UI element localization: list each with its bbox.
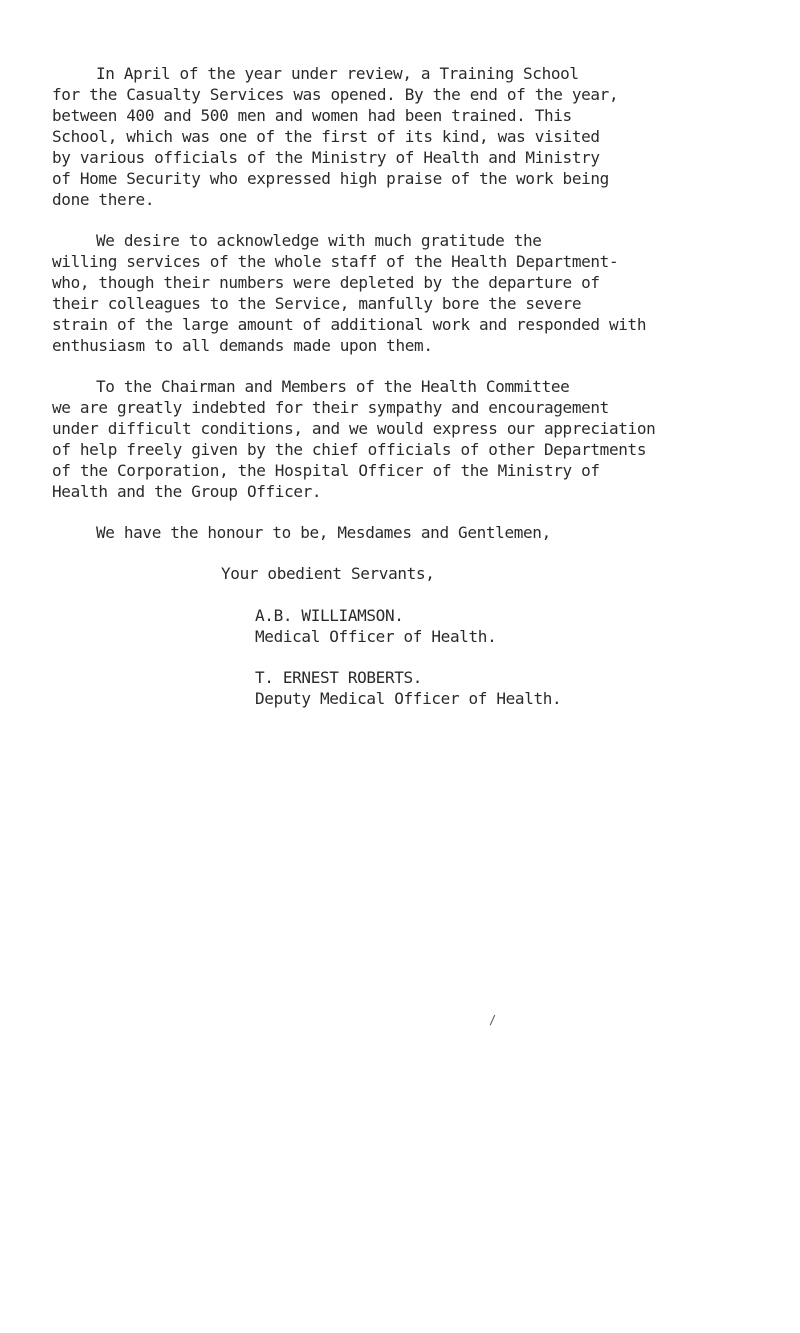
text-line: under difficult conditions, and we would express our appreciation xyxy=(52,419,656,438)
text-line: School, which was one of the first of its kind, was visited xyxy=(52,127,600,146)
text-line: we are greatly indebted for their sympathy and encouragement xyxy=(52,398,609,417)
text-line: of the Corporation, the Hospital Officer of the Ministry of xyxy=(52,461,600,480)
text-line: of help freely given by the chief officials of other Departments xyxy=(52,440,647,459)
signatory-title: Deputy Medical Officer of Health. xyxy=(255,689,562,708)
signatory-name: T. ERNEST ROBERTS. xyxy=(255,668,423,687)
text-line: by various officials of the Ministry of Health and Ministry xyxy=(52,148,600,167)
text-line: strain of the large amount of additional work and responded with xyxy=(52,315,647,334)
text-line: done there. xyxy=(52,190,155,209)
text-line: of Home Security who expressed high praise of the work being xyxy=(52,169,609,188)
text-line: Health and the Group Officer. xyxy=(52,482,322,501)
page-mark: / xyxy=(489,1013,497,1027)
text-line: who, though their numbers were depleted by the departure of xyxy=(52,273,600,292)
text-line: To the Chairman and Members of the Health Committee xyxy=(96,377,570,396)
text-line: for the Casualty Services was opened. By the end of the year, xyxy=(52,85,619,104)
valediction: Your obedient Servants, xyxy=(221,564,435,583)
text-line: between 400 and 500 men and women had been trained. This xyxy=(52,106,572,125)
text-line: We desire to acknowledge with much gratitude the xyxy=(96,231,542,250)
signatory-title: Medical Officer of Health. xyxy=(255,627,497,646)
closing-line: We have the honour to be, Mesdames and Gentlemen, xyxy=(96,523,551,542)
signatory-name: A.B. WILLIAMSON. xyxy=(255,606,404,625)
text-line: In April of the year under review, a Training School xyxy=(96,64,579,83)
text-line: enthusiasm to all demands made upon them. xyxy=(52,336,433,355)
text-line: their colleagues to the Service, manfully bore the severe xyxy=(52,294,582,313)
text-line: willing services of the whole staff of the Health Department- xyxy=(52,252,619,271)
